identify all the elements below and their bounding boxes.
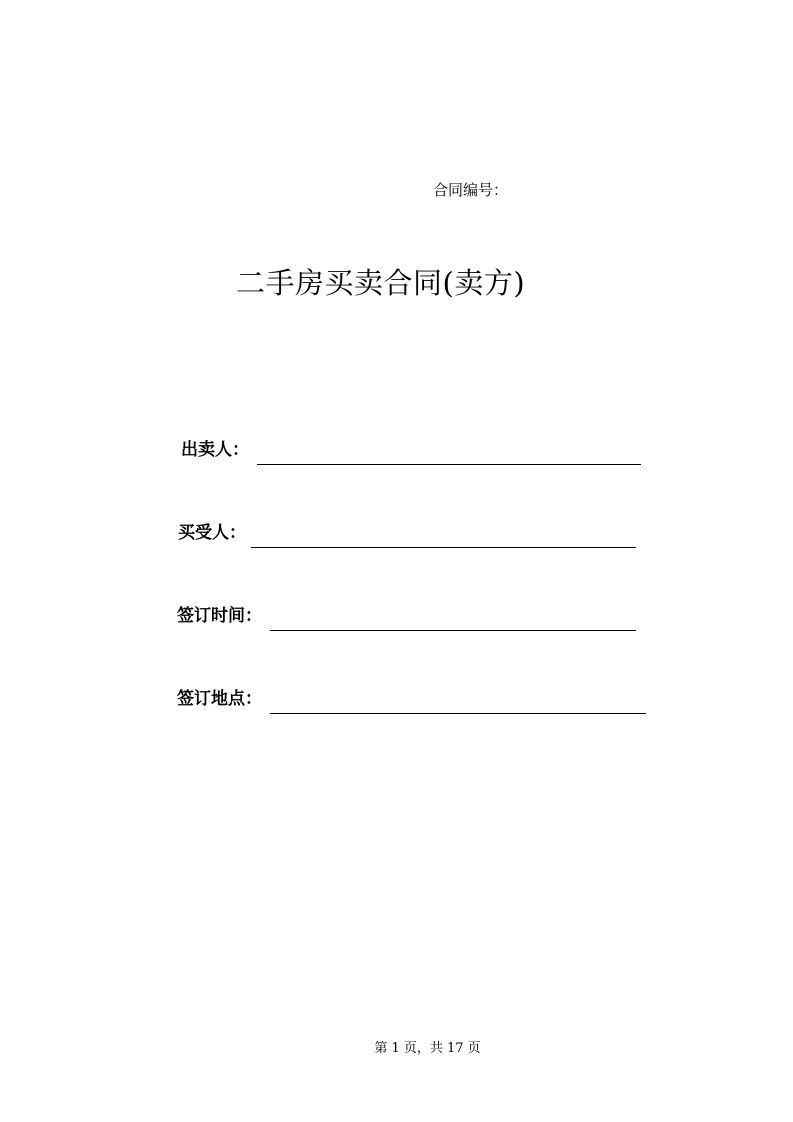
seller-label: 出卖人： [181, 440, 249, 460]
seller-blank-line[interactable] [257, 464, 641, 465]
page-number-footer: 第 1 页，共 17 页 [374, 1041, 481, 1056]
buyer-label: 买受人： [178, 523, 246, 543]
document-title: 二手房买卖合同(卖方) [236, 266, 526, 300]
buyer-field [178, 520, 636, 546]
buyer-blank-line[interactable] [251, 547, 636, 548]
signing-time-blank-line[interactable] [270, 630, 636, 631]
signing-place-field [177, 686, 646, 712]
signing-place-blank-line[interactable] [270, 713, 646, 714]
signing-time-field [177, 603, 636, 629]
contract-number-label: 合同编号： [433, 181, 509, 199]
signing-time-label: 签订时间： [177, 606, 262, 626]
seller-field [181, 437, 641, 463]
signing-place-label: 签订地点： [177, 689, 262, 709]
